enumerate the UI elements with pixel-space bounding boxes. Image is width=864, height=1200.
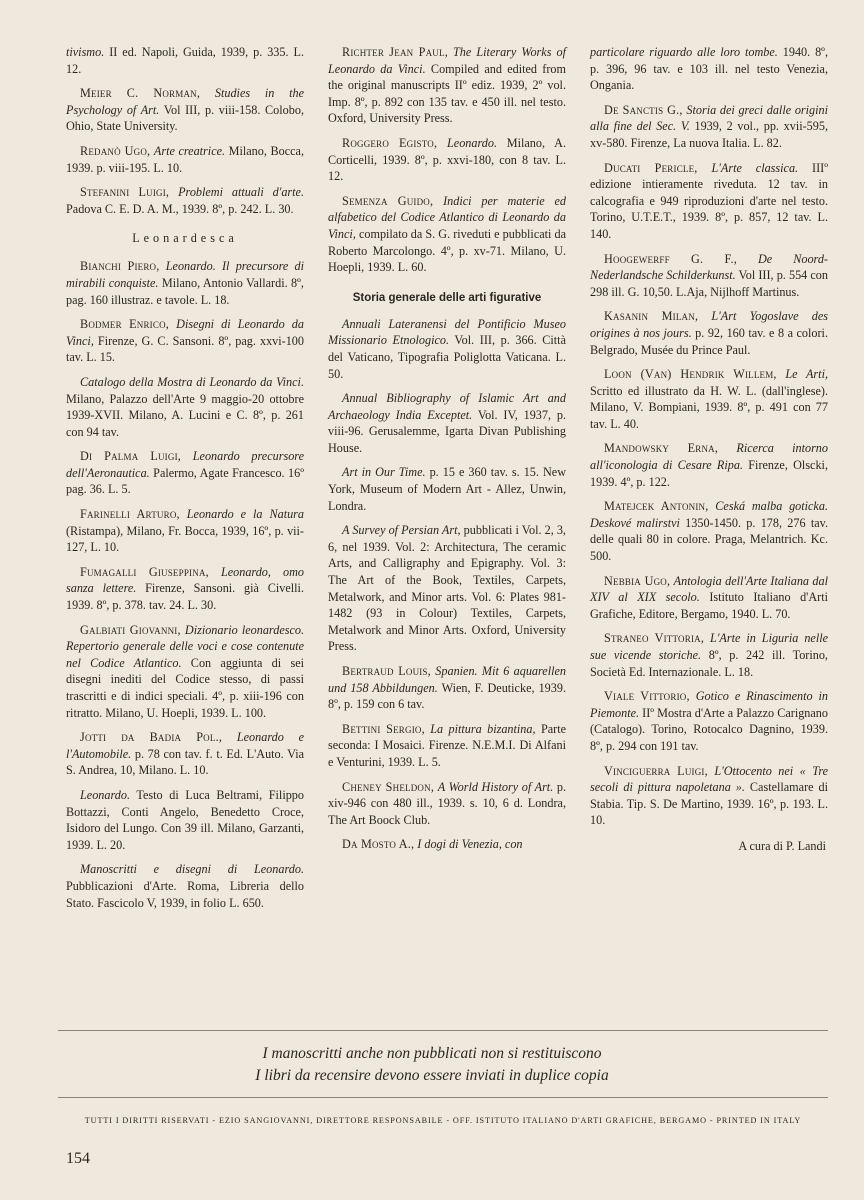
entry-details: Milano, Bocca, 1939. p. viii-195. L. 10. [66, 143, 305, 175]
entry-author: Galbiati Giovanni, [80, 622, 181, 637]
bibliography-entry [66, 316, 304, 366]
entry-details: IIº Mostra d'Arte a Palazzo Carignano (Catalogo). Torino, Rotocalco Dagnino, 1939. 8º, p. 294 con 191 tav. [590, 705, 828, 753]
entry-author: Jotti da Badia Pol., [80, 730, 223, 745]
bibliography-entry [328, 390, 566, 456]
section-heading: Leonardesca [132, 231, 238, 246]
entry-details: p. 92, 160 tav. e 8 a colori. Belgrado, Musée du Prince Paul. [590, 325, 828, 357]
entry-title: Problemi attuali d'arte. [178, 185, 304, 200]
entry-author: Nebbia Ugo, [604, 573, 671, 588]
entry-details: Firenze, Sansoni. già Civelli. 1939. 8º, p. 378. tav. 24. L. 30. [66, 581, 304, 613]
entry-author: De Sanctis G., [604, 102, 683, 117]
bibliography-entry [328, 663, 566, 713]
entry-title: particolare riguardo alle loro tombe. [590, 45, 778, 59]
entry-title: Arte creatrice. [153, 143, 226, 158]
entry-details: II ed. Napoli, Guida, 1939, p. 335. L. 12. [66, 45, 304, 76]
bibliography-entry [590, 440, 828, 490]
divider-bottom [58, 1097, 828, 1098]
entry-author: Loon (Van) Hendrik Willem, [604, 367, 777, 382]
entry-details: Firenze, Olscki, 1939. 4º, p. 122. [590, 458, 828, 489]
page-number: 154 [66, 1150, 90, 1167]
entry-details: Vol. IV, 1937, p. viii-96. Gerusalemme, Igarta Divan Publishing House. [328, 407, 566, 455]
bibliography-entry [590, 630, 828, 680]
bibliography-entry [590, 44, 828, 94]
bibliography-entry [328, 721, 566, 771]
bibliography-entry [328, 779, 566, 829]
entry-author: Cheney Sheldon, [342, 779, 435, 794]
entry-title: Dizionario leonardesco. Repertorio generale delle voci e cose contenute nel Codice Atlantico. [66, 622, 305, 670]
bibliography-entry [590, 102, 828, 152]
entry-title: Gotico e Rinascimento in Piemonte. [590, 689, 828, 720]
entry-title: A Survey of Persian Art, [342, 523, 461, 538]
entry-title: Studies in the Psychology of Art. [66, 86, 305, 117]
bibliography-entry [66, 184, 304, 217]
entry-details: p. xiv-946 con 480 ill., 1939. s. 10, 6 d. Londra, The Art Boock Club. [328, 779, 567, 827]
notice-line-1: I manoscritti anche non pubblicati non si restituiscono [262, 1045, 602, 1062]
entry-details: IIIº edizione intieramente riveduta. 12 tav. in calcografia e 949 riproduzioni d'arte nel testo. Torino, U.T.E.T., 1939. 8º, p. 857, 12 tav. L. 140. [590, 160, 828, 241]
entry-author: Roggero Egisto, [342, 135, 438, 150]
notice-line-2: I libri da recensire devono essere inviati in duplice copia [255, 1067, 609, 1084]
entry-title: Leonardo. [447, 135, 498, 150]
entry-author: Hoogewerff G. F., [604, 251, 737, 266]
bibliography-entry [590, 573, 828, 623]
bibliography-entry [590, 763, 828, 829]
entry-details: Scritto ed illustrato da H. W. L. (dall'inglese). Milano, V. Bompiani, 1939. 8º, p. 491 con 77 tav. L. 40. [590, 383, 828, 431]
bibliography-entry [328, 44, 566, 127]
bibliography-entry [66, 861, 304, 911]
text-columns [66, 44, 828, 1024]
entry-details: Testo di Luca Beltrami, Filippo Bottazzi, Conti Angelo, Benedetto Croce, Isidoro del Lungo. Con 39 ill. Milano, Garzanti, 1939. L. 20. [66, 787, 304, 852]
entry-author: Meier C. Norman, [80, 86, 201, 101]
bibliography-entry [590, 688, 828, 754]
entry-title: Leonardo. Il precursore di mirabili conquiste. [66, 259, 304, 290]
entry-details: pubblicati i Vol. 2, 3, 6, nel 1939. Vol. 2: Architectura, The ceramic Arts, and Calligraphy and Epigraphy. Vol. 3: The Art of the Book, Textiles, Carpets, Metalwork, and Minor arts. Vol. 6: Plates 981-1482 (93 in Colour) Textiles, Carpets, Metalwork and Minor Arts. Oxford, University Press. [328, 523, 566, 654]
entry-title: A World History of Art. [437, 779, 554, 794]
bibliography-entry [590, 366, 828, 432]
entry-title: Antologia dell'Arte Italiana dal XIV al XIX secolo. [590, 573, 828, 605]
entry-details: Castellamare di Stabia. Tip. S. De Martino, 1939. 16º, p. 193. L. 10. [590, 780, 828, 828]
bibliography-entry [66, 44, 304, 77]
bibliography-entry [66, 622, 304, 722]
entry-details: (Ristampa), Milano, Fr. Bocca, 1939, 16º, p. vii-127, L. 10. [66, 523, 304, 555]
entry-author: Vinciguerra Luigi, [604, 763, 708, 778]
entry-title: Ceská malba goticka. Deskové malirstvi [590, 499, 828, 530]
section-heading: Storia generale delle arti figurative [352, 291, 542, 304]
entry-author: Kasanin Milan, [604, 309, 699, 324]
entry-title: L'Ottocento nei « Tre secoli di pittura napoletana ». [590, 763, 829, 795]
entry-details: p. 78 con tav. f. t. Ed. L'Auto. Via S. Andrea, 10, Milano. L. 10. [66, 746, 304, 778]
entry-author: Mandowsky Erna, [604, 441, 719, 456]
entry-details: compilato da S. G. riveduti e pubblicati da Roberto Marcolongo. 4º, p. xv-71. Milano, U. Hoepli, 1939. L. 60. [328, 226, 566, 275]
bibliography-entry [328, 836, 566, 853]
bibliography-entry [328, 193, 566, 276]
bibliography-entry [328, 135, 566, 185]
entry-details: p. 15 e 360 tav. s. 15. New York, Museum of Modern Art - Allez, Unwin, Londra. [328, 465, 566, 513]
entry-title: Leonardo. [80, 787, 130, 802]
entry-author: Stefanini Luigi, [80, 185, 170, 200]
entry-details: Milano, A. Corticelli, 1939. 8º, p. xxvi-180, con 8 tav. L. 12. [328, 135, 566, 184]
entry-title: La pittura bizantina, [430, 721, 536, 736]
entry-details: 1350-1450. p. 178, 276 tav. delle quali 80 in colore. Praga, Melantrich. Kc. 500. [590, 515, 828, 564]
entry-details: Padova C. E. D. A. M., 1939. 8º, p. 242. L. 30. [66, 201, 294, 216]
entry-title: Storia dei greci dalle origini alla fine del Sec. V. [590, 102, 828, 134]
entry-author: Bertraud Louis, [342, 664, 431, 678]
entry-title: Leonardo e l'Automobile. [66, 730, 304, 761]
entry-details: Milano, Antonio Vallardi. 8º, pag. 160 illustraz. e tavole. L. 18. [66, 275, 304, 307]
entry-author: Semenza Guido, [342, 193, 434, 208]
column-right [590, 44, 828, 1024]
bibliography-entry [328, 316, 566, 382]
entry-title: The Literary Works of Leonardo da Vinci. [328, 45, 566, 76]
entry-details: Compiled and edited from the original manuscripts IIº ediz. 1939, 2º vol. Imp. 8º, p. 892 con 135 tav. e 450 ill. nel testo. Oxford, University Press. [328, 61, 567, 126]
column-middle [328, 44, 566, 1024]
column-left [66, 44, 304, 1024]
entry-title: Indici per materie ed alfabetico del Codice Atlantico di Leonardo da Vinci, [328, 193, 567, 241]
entry-details: Parte seconda: I Mosaici. Firenze. N.E.M.I. Di Alfani e Venturini, 1939. L. 5. [328, 721, 566, 769]
entry-title: L'Arte in Liguria nelle sue vicende storiche. [590, 631, 829, 662]
entry-title: Annual Bibliography of Islamic Art and Archaeology India Exceptet. [328, 391, 566, 422]
entry-author: Farinelli Arturo, [80, 507, 180, 522]
entry-title: Manoscritti e disegni di Leonardo. [80, 862, 304, 877]
entry-title: I dogi di Venezia, con [417, 837, 523, 852]
entry-details: Istituto Italiano d'Arti Grafiche, Editore, Bergamo, 1940. L. 70. [590, 590, 828, 621]
entry-author: Redanò Ugo, [80, 143, 151, 158]
editorial-notice [0, 1043, 864, 1087]
bibliography-entry [66, 787, 304, 853]
entry-details: Vol III, p. viii-158. Colobo, Ohio, State University. [66, 102, 304, 134]
bibliography-entry [66, 506, 304, 556]
divider-top [58, 1030, 828, 1031]
entry-details: Palermo, Agate Francesco. 16º pag. 36. L. 5. [66, 465, 304, 497]
bibliography-entry [66, 258, 304, 308]
entry-title: tivismo. [66, 45, 105, 59]
entry-details: Vol. III, p. 366. Città del Vaticano, Tipografia Poliglotta Vaticana. L. 50. [328, 333, 566, 381]
entry-title: L'Arte classica. [711, 160, 799, 175]
entry-author: Di Palma Luigi, [80, 449, 182, 464]
entry-details: Vol III, p. 554 con 298 ill. G. 10,50. L.Aja, Nijlhoff Martinus. [590, 268, 828, 299]
bibliography-entry [328, 464, 566, 514]
entry-title: Annuali Lateranensi del Pontificio Museo Missionario Etnologico. [328, 316, 566, 348]
entry-title: Leonardo e la Natura [186, 507, 305, 522]
entry-author: Bodmer Enrico, [80, 317, 170, 332]
entry-author: Viale Vittorio, [604, 689, 690, 704]
bibliography-entry [66, 564, 304, 614]
entry-title: Art in Our Time. [342, 465, 426, 480]
bibliography-entry [590, 160, 828, 243]
bibliography-entry [66, 143, 304, 176]
entry-details: 1940. 8º, p. 396, 96 tav. e 103 ill. nel testo Venezia, Ongania. [590, 45, 829, 93]
entry-author: Straneo Vittoria, [604, 631, 705, 646]
entry-details: Firenze, G. C. Sansoni. 8º, pag. xxvi-100 tav. L. 15. [66, 333, 304, 365]
entry-title: Ricerca intorno all'iconologia di Cesare Ripa. [590, 441, 828, 473]
entry-details: Milano, Palazzo dell'Arte 9 maggio-20 ottobre 1939-XVII. Milano, A. Lucini e C. 8º, p. 261 con 94 tav. [66, 391, 304, 439]
bibliography-entry [66, 374, 304, 440]
entry-title: Spanien. Mit 6 aquarellen und 158 Abbildungen. [328, 664, 566, 695]
bibliography-entry [328, 522, 566, 655]
entry-author: Bettini Sergio, [342, 721, 425, 736]
entry-author: Bianchi Piero, [80, 259, 160, 274]
entry-title: Disegni di Leonardo da Vinci, [66, 317, 304, 348]
bibliography-entry [66, 448, 304, 498]
entry-details: Wien, F. Deuticke, 1939. 8º, p. 159 con 6 tav. [328, 680, 566, 712]
entry-details: Pubblicazioni d'Arte. Roma, Libreria dello Stato. Fascicolo V, 1939, in folio L. 650. [66, 878, 304, 910]
bibliography-entry [66, 729, 304, 779]
entry-title: L'Art Yogoslave des origines à nos jours. [590, 309, 829, 340]
entry-title: Catalogo della Mostra di Leonardo da Vinci. [80, 374, 304, 389]
bibliography-entry [590, 251, 828, 301]
entry-author: Ducati Pericle, [604, 160, 698, 175]
entry-author: Richter Jean Paul, [342, 45, 448, 59]
entry-title: De Noord-Nederlandsche Schilderkunst. [590, 251, 828, 283]
entry-details: 8º, p. 242 ill. Torino, Società Ed. Internazionale. L. 18. [590, 648, 828, 679]
entry-title: Leonardo precursore dell'Aeronautica. [66, 449, 304, 480]
entry-author: Da Mosto A., [342, 837, 415, 852]
entry-author: Fumagalli Giuseppina, [80, 564, 209, 579]
entry-title: Leonardo, omo sanza lettere. [66, 564, 304, 596]
bibliography-entry [590, 308, 828, 358]
entry-author: Matejcek Antonin, [604, 499, 709, 514]
entry-title: Le Arti, [785, 367, 828, 382]
bibliography-entry [590, 498, 828, 564]
entry-details: 1939, 2 vol., pp. xvii-595, xv-580. Firenze, La nuova Italia. L. 82. [590, 119, 828, 150]
editor-credit: A cura di P. Landi [738, 838, 826, 853]
entry-details: Con aggiunta di sei disegni inediti del Codice stesso, di passi trascritti e di indici speciali. 4º, p. xiii-196 con ritratto. Milano, U. Hoepli, 1939. L. 100. [66, 655, 304, 720]
copyright-footer: TUTTI I DIRITTI RISERVATI - EZIO SANGIOVANNI, DIRETTORE RESPONSABILE - OFF. ISTITUTO ITALIANO D'ARTI GRAFICHE, BERGAMO - PRINTED IN ITALY [84, 1116, 802, 1125]
bibliography-entry [66, 85, 304, 135]
